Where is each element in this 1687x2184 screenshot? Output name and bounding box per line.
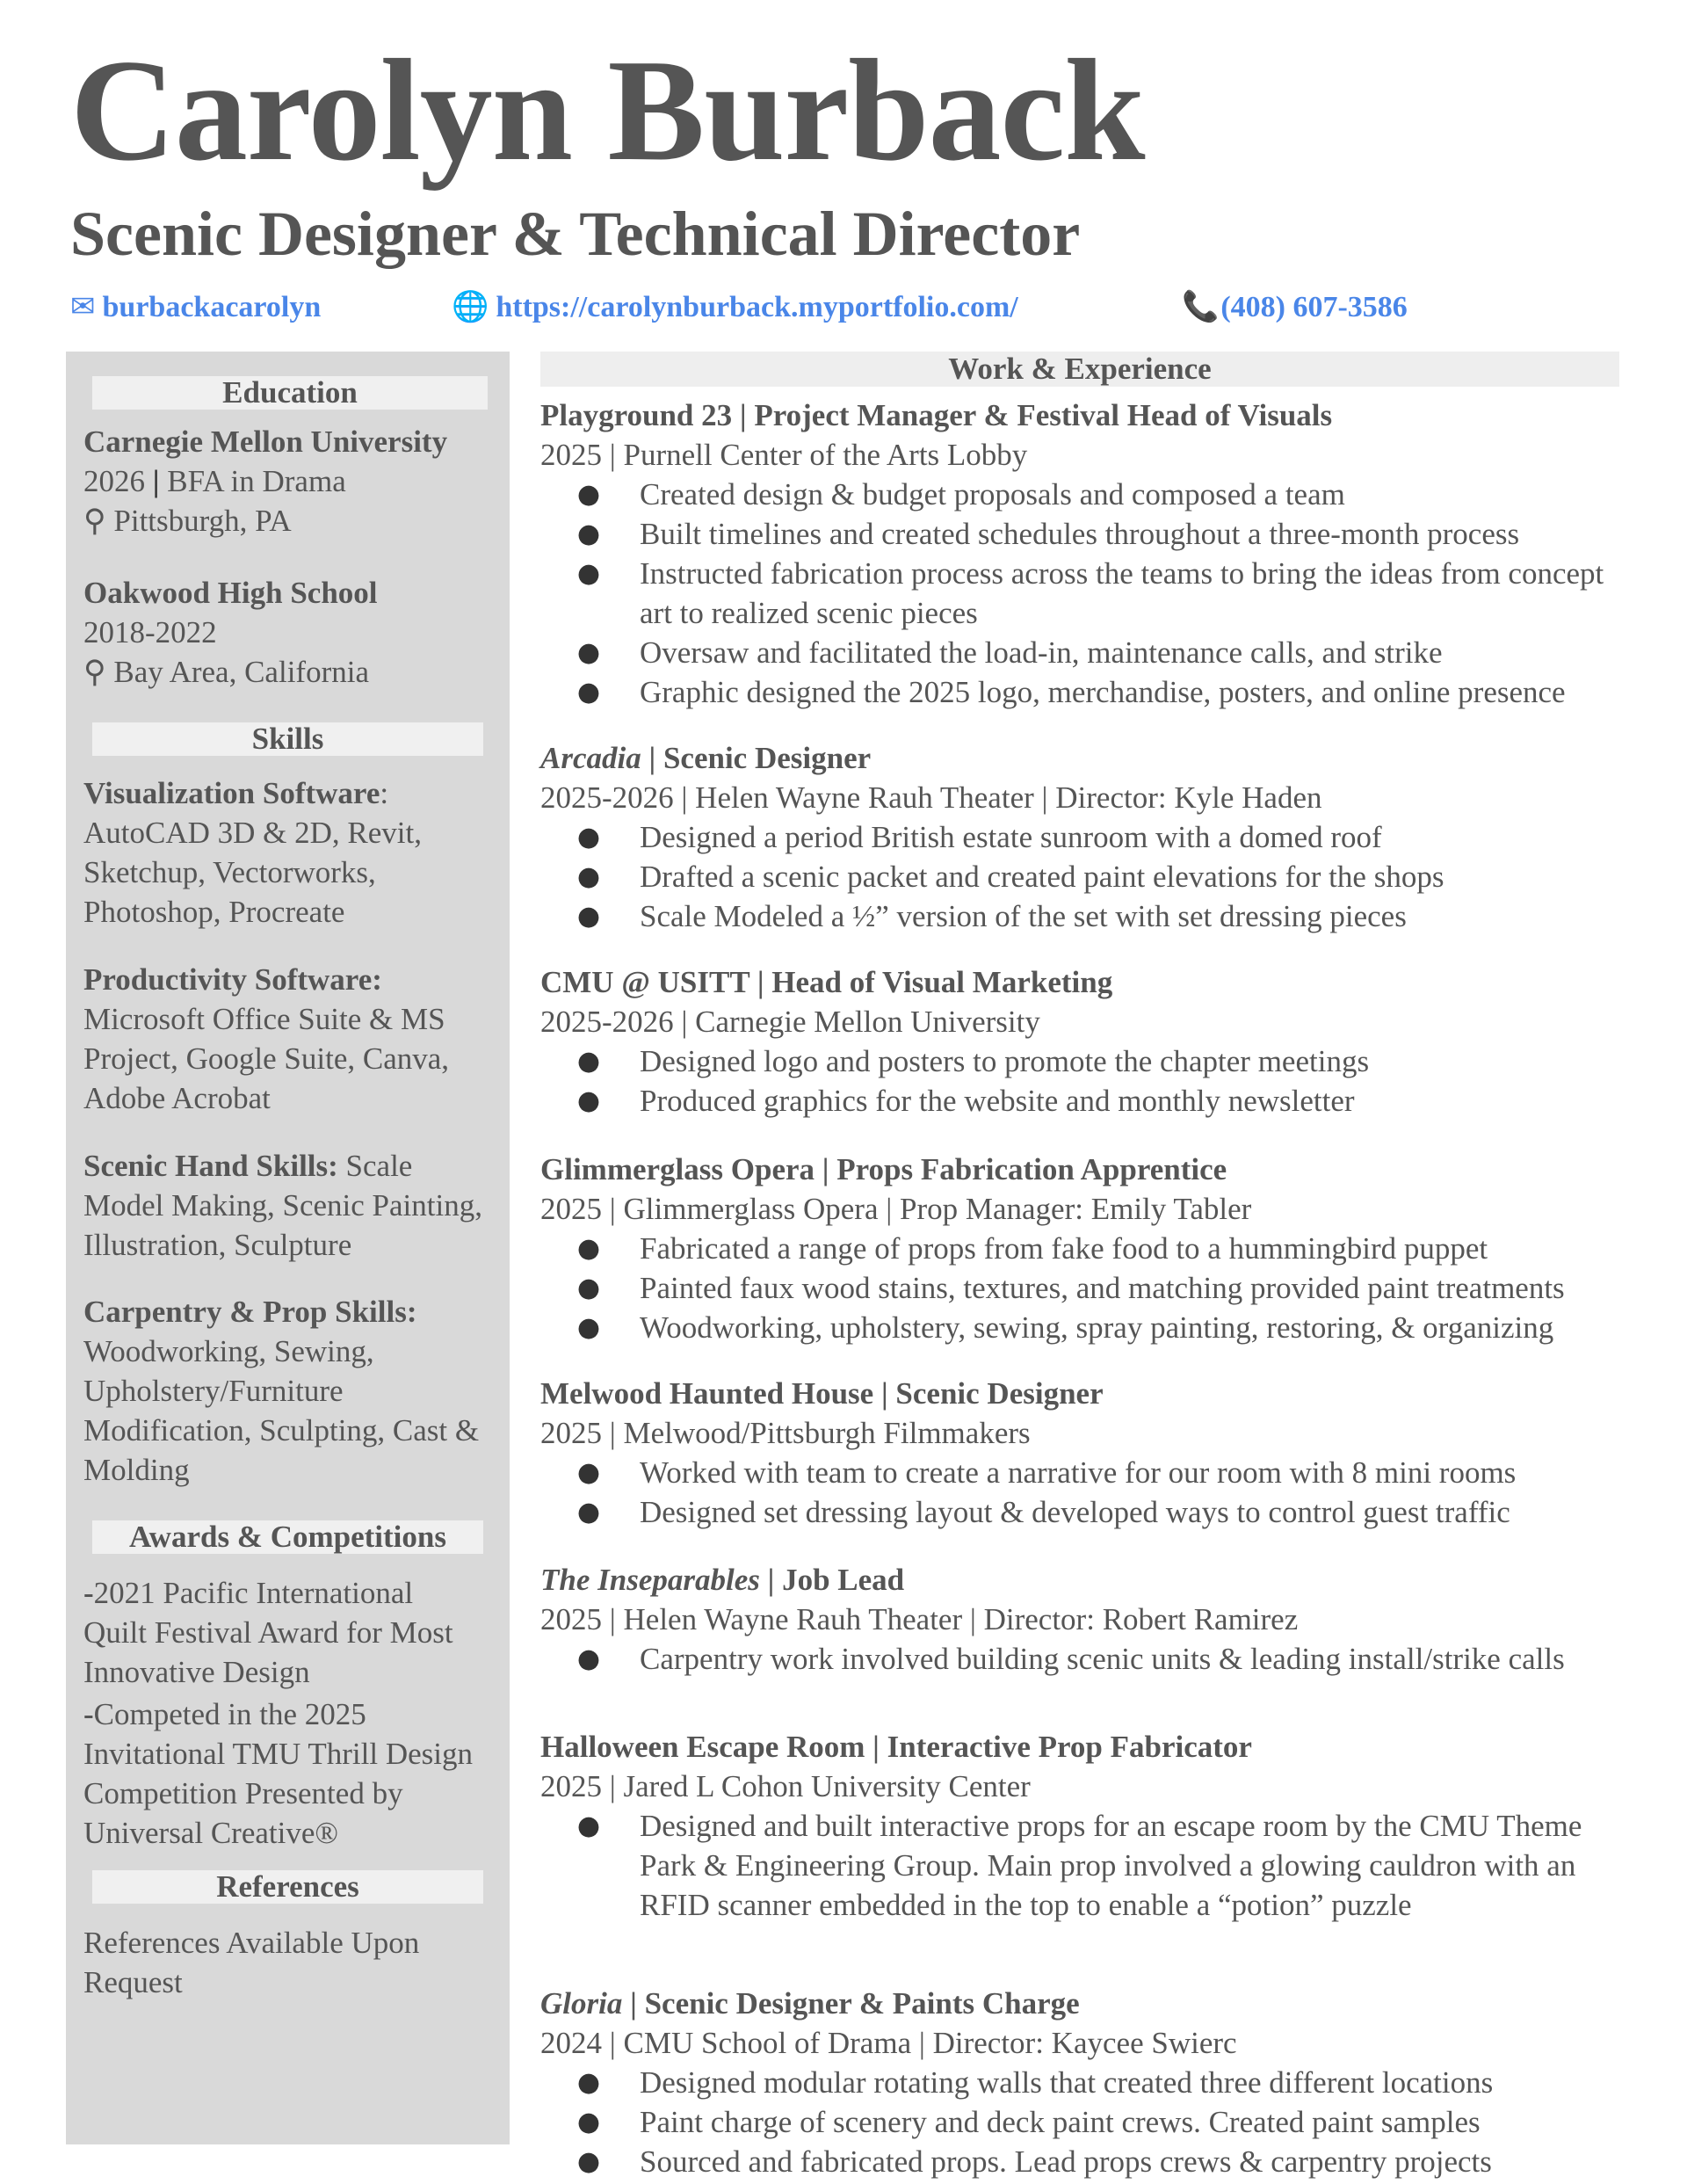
job-bullet-item: [540, 2102, 1630, 2142]
job-meta: 2024 | CMU School of Drama | Director: Kaycee Swierc: [540, 2026, 1237, 2060]
sidebar: [66, 352, 510, 2144]
job-title: [540, 962, 1630, 1002]
job-entry: [540, 395, 1630, 712]
skill-label: Productivity Software:: [83, 962, 382, 997]
job-meta: 2025 | Melwood/Pittsburgh Filmmakers: [540, 1416, 1031, 1450]
awards-heading: Awards & Competitions: [92, 1520, 483, 1554]
award-line: 2021 Pacific International: [93, 1576, 414, 1610]
job-title: [540, 1374, 1630, 1413]
bullet-icon: ●: [576, 822, 601, 853]
production-title: The Inseparables: [540, 1563, 760, 1597]
skill-text: Scale: [337, 1149, 413, 1183]
bullet-text: Designed and built interactive props for an escape room by the CMU Theme Park & Engineering Group. Main prop involved a glowing cauldron with an RFID scanner embedded in the top to enable a “potion” puzzle: [640, 1809, 1582, 1922]
contact-email[interactable]: [70, 290, 321, 325]
job-bullets: [540, 1229, 1630, 1347]
job-bullet-item: [540, 475, 1630, 514]
award-line: Innovative Design: [83, 1655, 310, 1689]
job-bullets: [540, 1453, 1630, 1532]
bullet-text: Painted faux wood stains, textures, and matching provided paint treatments: [640, 1271, 1565, 1305]
award-item: [83, 1694, 505, 1853]
job-bullets: [540, 1639, 1630, 1679]
skill-group: [83, 773, 505, 932]
bullet-icon: ●: [576, 1643, 601, 1674]
job-bullet-item: [540, 514, 1630, 554]
job-title: [540, 1150, 1630, 1189]
job-meta: 2025 | Helen Wayne Rauh Theater | Director: Robert Ramirez: [540, 1602, 1299, 1636]
bullet-text: Produced graphics for the website and monthly newsletter: [640, 1084, 1355, 1118]
phone-icon: 📞: [1182, 291, 1220, 323]
award-line: Invitational TMU Thrill Design: [83, 1737, 473, 1771]
skill-line: Model Making, Scenic Painting,: [83, 1188, 482, 1223]
job-bullet-item: [540, 672, 1630, 712]
bullet-icon: ●: [576, 519, 601, 549]
job-bullet-item: [540, 2142, 1630, 2181]
school-location: Pittsburgh, PA: [113, 504, 292, 538]
award-line: Competition Presented by: [83, 1776, 403, 1810]
bullet-text: Fabricated a range of props from fake food to a hummingbird puppet: [640, 1231, 1488, 1266]
education-heading: Education: [92, 376, 488, 410]
bullet-text: Graphic designed the 2025 logo, merchandise, posters, and online presence: [640, 675, 1566, 709]
award-dash: -: [83, 1576, 94, 1610]
job-role: | Props Fabrication Apprentice: [815, 1152, 1227, 1186]
award-line: Universal Creative®: [83, 1816, 338, 1850]
job-entry: [540, 1560, 1630, 1679]
skill-line: Modification, Sculpting, Cast &: [83, 1413, 480, 1448]
job-bullet-item: [540, 857, 1630, 896]
bullet-text: Carpentry work involved building scenic units & leading install/strike calls: [640, 1642, 1565, 1676]
bullet-icon: ●: [576, 1810, 601, 1841]
production-title: Gloria: [540, 1986, 623, 2021]
job-entry: [540, 1150, 1630, 1347]
school-year: 2026: [83, 464, 145, 498]
skill-label: Visualization Software: [83, 776, 380, 810]
award-line: Competed in the 2025: [93, 1697, 366, 1731]
skill-line: Molding: [83, 1453, 190, 1487]
globe-icon: 🌐: [452, 291, 489, 323]
job-role: | Scenic Designer: [873, 1376, 1104, 1411]
job-bullets: [540, 475, 1630, 712]
job-meta: 2025-2026 | Carnegie Mellon University: [540, 1005, 1040, 1039]
bullet-text: Sourced and fabricated props. Lead props crews & carpentry projects: [640, 2144, 1492, 2179]
contact-phone-text[interactable]: (408) 607-3586: [1220, 291, 1408, 323]
separator: |: [152, 464, 160, 498]
education-school: [83, 573, 505, 692]
skills-heading: Skills: [92, 722, 483, 756]
skill-line: AutoCAD 3D & 2D, Revit,: [83, 816, 422, 850]
job-role: | Scenic Designer: [641, 741, 872, 775]
bullet-text: Scale Modeled a ½” version of the set with set dressing pieces: [640, 899, 1407, 933]
bullet-icon: ●: [576, 1273, 601, 1303]
job-title: [540, 1560, 1630, 1600]
skill-line: Microsoft Office Suite & MS: [83, 1002, 445, 1036]
job-entry: [540, 1727, 1630, 1925]
production-title: Arcadia: [540, 741, 641, 775]
bullet-icon: ●: [576, 558, 601, 589]
bullet-icon: ●: [576, 1233, 601, 1264]
bullet-icon: ●: [576, 677, 601, 707]
organization-title: Glimmerglass Opera: [540, 1152, 815, 1186]
contact-phone[interactable]: [1182, 290, 1408, 325]
job-role: | Head of Visual Marketing: [749, 965, 1113, 999]
skill-colon: :: [380, 776, 389, 810]
school-location: Bay Area, California: [113, 655, 369, 689]
job-bullet-item: [540, 1639, 1630, 1679]
school-degree-line: [83, 461, 505, 501]
bullet-text: Woodworking, upholstery, sewing, spray painting, restoring, & organizing: [640, 1310, 1554, 1345]
contact-email-text[interactable]: burbackacarolyn: [102, 291, 322, 323]
job-meta: 2025 | Purnell Center of the Arts Lobby: [540, 438, 1028, 472]
bullet-text: Designed set dressing layout & developed ways to control guest traffic: [640, 1495, 1510, 1529]
job-role: | Project Manager & Festival Head of Visuals: [732, 398, 1333, 432]
work-heading: Work & Experience: [540, 352, 1619, 387]
references-line: References Available Upon: [83, 1926, 420, 1960]
skill-line: Adobe Acrobat: [83, 1081, 271, 1115]
bullet-text: Built timelines and created schedules throughout a three-month process: [640, 517, 1520, 551]
job-title: [540, 738, 1630, 778]
organization-title: Halloween Escape Room: [540, 1730, 865, 1764]
job-bullet-item: [540, 1268, 1630, 1308]
bullet-icon: ●: [576, 1497, 601, 1527]
job-bullet-item: [540, 1308, 1630, 1347]
location-pin-icon: ⚲: [83, 504, 106, 538]
job-entry: [540, 1374, 1630, 1532]
skill-label: Scenic Hand Skills:: [83, 1149, 338, 1183]
bullet-icon: ●: [576, 2107, 601, 2137]
bullet-icon: ●: [576, 1312, 601, 1343]
skill-group: [83, 1292, 505, 1490]
skill-line: Woodworking, Sewing,: [83, 1334, 374, 1368]
job-role: | Interactive Prop Fabricator: [865, 1730, 1252, 1764]
bullet-icon: ●: [576, 901, 601, 932]
job-bullet-item: [540, 1229, 1630, 1268]
bullet-icon: ●: [576, 1457, 601, 1488]
references-line: Request: [83, 1965, 183, 1999]
bullet-text: Instructed fabrication process across the teams to bring the ideas from concept art to realized scenic pieces: [640, 556, 1604, 630]
bullet-text: Oversaw and facilitated the load-in, maintenance calls, and strike: [640, 635, 1443, 670]
job-bullet-item: [540, 1041, 1630, 1081]
job-bullet-item: [540, 1453, 1630, 1492]
job-title: [540, 1984, 1630, 2023]
award-item: [83, 1573, 505, 1692]
job-bullet-item: [540, 554, 1630, 633]
job-entry: [540, 738, 1630, 936]
job-meta: 2025 | Jared L Cohon University Center: [540, 1769, 1031, 1803]
bullet-icon: ●: [576, 1085, 601, 1116]
award-dash: -: [83, 1697, 94, 1731]
organization-title: Melwood Haunted House: [540, 1376, 874, 1411]
job-title: [540, 395, 1630, 435]
school-degree: BFA in Drama: [167, 464, 346, 498]
school-location-line: [83, 652, 505, 692]
school-name: Carnegie Mellon University: [83, 424, 448, 459]
school-year: 2018-2022: [83, 615, 217, 649]
resume-name: Carolyn Burback: [70, 29, 1145, 191]
award-line: Quilt Festival Award for Most: [83, 1615, 453, 1650]
education-school: [83, 422, 505, 541]
skill-line: Upholstery/Furniture: [83, 1374, 344, 1408]
school-location-line: [83, 501, 505, 541]
skill-group: [83, 960, 505, 1118]
bullet-icon: ●: [576, 2146, 601, 2177]
job-bullets: [540, 817, 1630, 936]
job-bullet-item: [540, 2063, 1630, 2102]
skill-line: Sketchup, Vectorworks,: [83, 855, 376, 889]
job-bullets: [540, 1806, 1630, 1925]
contact-website-link[interactable]: https://carolynburback.myportfolio.com/: [496, 291, 1018, 323]
job-bullet-item: [540, 1492, 1630, 1532]
job-bullet-item: [540, 1081, 1630, 1121]
bullet-text: Worked with team to create a narrative for our room with 8 mini rooms: [640, 1455, 1517, 1490]
references-text: [83, 1923, 505, 2002]
job-title: [540, 1727, 1630, 1767]
job-bullets: [540, 1041, 1630, 1121]
contact-website[interactable]: [452, 290, 1018, 325]
bullet-text: Designed logo and posters to promote the chapter meetings: [640, 1044, 1370, 1078]
skill-label: Carpentry & Prop Skills:: [83, 1295, 417, 1329]
resume-subtitle: Scenic Designer & Technical Director: [70, 199, 1081, 269]
location-pin-icon: ⚲: [83, 655, 106, 689]
references-heading: References: [92, 1870, 483, 1904]
bullet-text: Designed a period British estate sunroom with a domed roof: [640, 820, 1382, 854]
bullet-text: Paint charge of scenery and deck paint crews. Created paint samples: [640, 2105, 1481, 2139]
organization-title: CMU @ USITT: [540, 965, 750, 999]
job-bullet-item: [540, 1806, 1630, 1925]
bullet-text: Designed modular rotating walls that created three different locations: [640, 2065, 1494, 2100]
job-bullet-item: [540, 817, 1630, 857]
bullet-icon: ●: [576, 2067, 601, 2098]
job-meta: 2025 | Glimmerglass Opera | Prop Manager: Emily Tabler: [540, 1192, 1252, 1226]
job-bullet-item: [540, 633, 1630, 672]
bullet-text: Drafted a scenic packet and created paint elevations for the shops: [640, 860, 1444, 894]
bullet-icon: ●: [576, 479, 601, 510]
organization-title: Playground 23: [540, 398, 733, 432]
job-meta: 2025-2026 | Helen Wayne Rauh Theater | Director: Kyle Haden: [540, 780, 1322, 815]
bullet-icon: ●: [576, 861, 601, 892]
envelope-icon: ✉: [70, 291, 96, 323]
bullet-icon: ●: [576, 1046, 601, 1077]
skill-line: Illustration, Sculpture: [83, 1228, 352, 1262]
job-entry: [540, 962, 1630, 1121]
skill-group: [83, 1146, 505, 1265]
job-role: | Scenic Designer & Paints Charge: [622, 1986, 1080, 2021]
job-role: | Job Lead: [759, 1563, 905, 1597]
bullet-icon: ●: [576, 637, 601, 668]
job-bullet-item: [540, 896, 1630, 936]
school-name: Oakwood High School: [83, 576, 378, 610]
job-entry: [540, 1984, 1630, 2181]
skill-line: Project, Google Suite, Canva,: [83, 1041, 450, 1076]
bullet-text: Created design & budget proposals and composed a team: [640, 477, 1345, 512]
skill-line: Photoshop, Procreate: [83, 895, 345, 929]
job-bullets: [540, 2063, 1630, 2181]
